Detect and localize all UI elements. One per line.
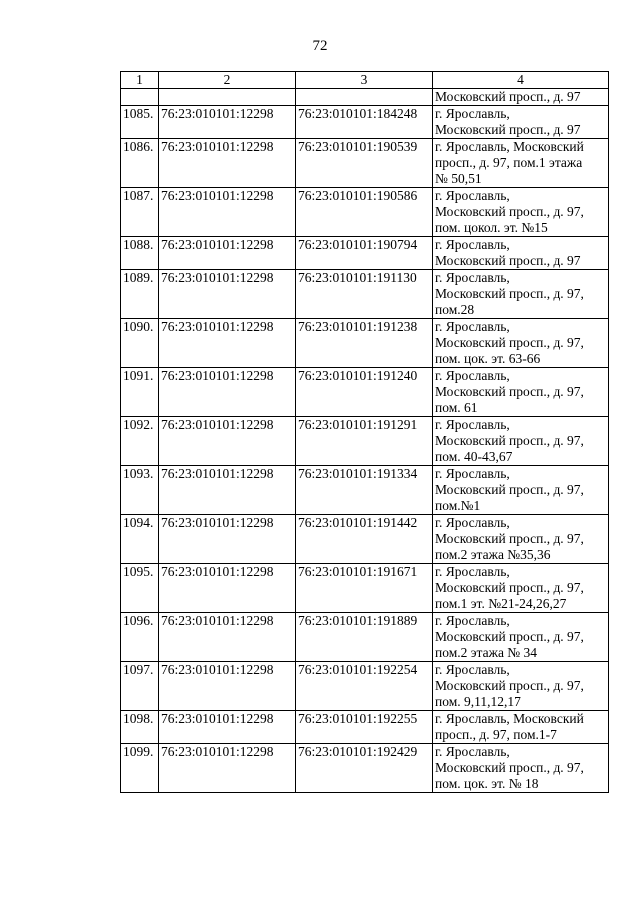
address-line: Московский просп., д. 97,	[435, 384, 584, 399]
address-cell	[433, 188, 609, 237]
cadastral-number-cell: 76:23:010101:191442	[296, 515, 433, 564]
address-cell	[433, 237, 609, 270]
address-line: Московский просп., д. 97	[435, 122, 581, 137]
parent-cadastral-number-cell: 76:23:010101:12298	[159, 270, 296, 319]
address-line: пом.2 этажа №35,36	[435, 547, 551, 562]
cadastral-number-cell: 76:23:010101:190539	[296, 139, 433, 188]
address-line: пом.№1	[435, 498, 481, 513]
cadastral-number-cell: 76:23:010101:191238	[296, 319, 433, 368]
continuation-row	[121, 89, 609, 106]
address-line: г. Ярославль,	[435, 270, 510, 285]
parent-cadastral-number-cell: 76:23:010101:12298	[159, 744, 296, 793]
address-line: г. Ярославль,	[435, 319, 510, 334]
row-number-cell: 1098.	[121, 711, 159, 744]
address-line: г. Ярославль,	[435, 237, 510, 252]
parent-cadastral-number-cell: 76:23:010101:12298	[159, 417, 296, 466]
continuation-address-cell	[433, 89, 609, 106]
address-line: г. Ярославль,	[435, 564, 510, 579]
table-row	[121, 711, 609, 744]
row-number-cell: 1092.	[121, 417, 159, 466]
row-number-cell: 1093.	[121, 466, 159, 515]
row-number-cell: 1088.	[121, 237, 159, 270]
address-line: пом. цокол. эт. №15	[435, 220, 548, 235]
address-line: г. Ярославль,	[435, 188, 510, 203]
cadastral-number-cell: 76:23:010101:191240	[296, 368, 433, 417]
parent-cadastral-number-cell: 76:23:010101:12298	[159, 139, 296, 188]
address-line: Московский просп., д. 97,	[435, 580, 584, 595]
address-cell	[433, 662, 609, 711]
parent-cadastral-number-cell: 76:23:010101:12298	[159, 368, 296, 417]
address-cell	[433, 368, 609, 417]
address-line: Московский просп., д. 97,	[435, 760, 584, 775]
registry-table	[120, 71, 609, 793]
parent-cadastral-number-cell: 76:23:010101:12298	[159, 237, 296, 270]
address-line: г. Ярославль,	[435, 417, 510, 432]
table-row	[121, 417, 609, 466]
table-row	[121, 270, 609, 319]
address-line: пом.2 этажа № 34	[435, 645, 538, 660]
address-cell	[433, 515, 609, 564]
address-line: г. Ярославль,	[435, 744, 510, 759]
address-cell	[433, 564, 609, 613]
address-line: Московский просп., д. 97,	[435, 629, 584, 644]
address-cell	[433, 139, 609, 188]
table-body	[121, 89, 609, 793]
cadastral-number-cell: 76:23:010101:184248	[296, 106, 433, 139]
address-line: г. Ярославль,	[435, 515, 510, 530]
address-line: просп., д. 97, пом.1 этажа	[435, 155, 583, 170]
table-row	[121, 564, 609, 613]
address-line: пом. цок. эт. № 18	[435, 776, 539, 791]
table-row	[121, 515, 609, 564]
address-line: просп., д. 97, пом.1-7	[435, 727, 557, 742]
row-number-cell: 1091.	[121, 368, 159, 417]
cadastral-number-cell: 76:23:010101:191671	[296, 564, 433, 613]
address-line: Московский просп., д. 97,	[435, 433, 584, 448]
address-line: пом. 9,11,12,17	[435, 694, 521, 709]
address-line: г. Ярославль,	[435, 106, 510, 121]
cadastral-number-cell: 76:23:010101:191889	[296, 613, 433, 662]
row-number-cell: 1097.	[121, 662, 159, 711]
cadastral-number-cell: 76:23:010101:192255	[296, 711, 433, 744]
column-header-4: 4	[433, 72, 609, 89]
parent-cadastral-number-cell: 76:23:010101:12298	[159, 106, 296, 139]
address-line: № 50,51	[435, 171, 482, 186]
address-line: г. Ярославль,	[435, 466, 510, 481]
address-cell	[433, 613, 609, 662]
row-number-cell: 1096.	[121, 613, 159, 662]
parent-cadastral-number-cell: 76:23:010101:12298	[159, 564, 296, 613]
address-cell	[433, 711, 609, 744]
parent-cadastral-number-cell: 76:23:010101:12298	[159, 188, 296, 237]
page-number: 72	[312, 38, 328, 54]
address-cell	[433, 466, 609, 515]
table-row	[121, 139, 609, 188]
continuation-col3-cell	[296, 89, 433, 106]
address-cell	[433, 417, 609, 466]
address-line: Московский просп., д. 97,	[435, 482, 584, 497]
continuation-num-cell	[121, 89, 159, 106]
cadastral-number-cell: 76:23:010101:192254	[296, 662, 433, 711]
continuation-col2-cell	[159, 89, 296, 106]
table-row	[121, 368, 609, 417]
table-row	[121, 744, 609, 793]
table-row	[121, 662, 609, 711]
table-row	[121, 466, 609, 515]
address-cell	[433, 270, 609, 319]
parent-cadastral-number-cell: 76:23:010101:12298	[159, 515, 296, 564]
address-line: Московский просп., д. 97,	[435, 531, 584, 546]
table-row	[121, 106, 609, 139]
address-cell	[433, 744, 609, 793]
address-cell	[433, 106, 609, 139]
address-line: пом. 40-43,67	[435, 449, 513, 464]
cadastral-number-cell: 76:23:010101:191334	[296, 466, 433, 515]
address-line: г. Ярославль,	[435, 368, 510, 383]
address-line: Московский просп., д. 97	[435, 253, 581, 268]
address-line: пом. цок. эт. 63-66	[435, 351, 541, 366]
table-row	[121, 319, 609, 368]
table-row	[121, 237, 609, 270]
cadastral-number-cell: 76:23:010101:191130	[296, 270, 433, 319]
address-line: Московский просп., д. 97,	[435, 286, 584, 301]
address-line: Московский просп., д. 97,	[435, 204, 584, 219]
row-number-cell: 1089.	[121, 270, 159, 319]
address-line: г. Ярославль,	[435, 662, 510, 677]
parent-cadastral-number-cell: 76:23:010101:12298	[159, 662, 296, 711]
address-line: г. Ярославль, Московский	[435, 139, 584, 154]
column-header-1: 1	[121, 72, 159, 89]
row-number-cell: 1095.	[121, 564, 159, 613]
row-number-cell: 1094.	[121, 515, 159, 564]
column-header-2: 2	[159, 72, 296, 89]
address-line: Московский просп., д. 97,	[435, 335, 584, 350]
address-line: пом. 61	[435, 400, 478, 415]
cadastral-number-cell: 76:23:010101:190586	[296, 188, 433, 237]
parent-cadastral-number-cell: 76:23:010101:12298	[159, 613, 296, 662]
address-line: г. Ярославль,	[435, 613, 510, 628]
parent-cadastral-number-cell: 76:23:010101:12298	[159, 711, 296, 744]
table-header-row	[121, 72, 609, 89]
table-row	[121, 613, 609, 662]
address-cell	[433, 319, 609, 368]
row-number-cell: 1090.	[121, 319, 159, 368]
parent-cadastral-number-cell: 76:23:010101:12298	[159, 319, 296, 368]
table-row	[121, 188, 609, 237]
cadastral-number-cell: 76:23:010101:192429	[296, 744, 433, 793]
column-header-3: 3	[296, 72, 433, 89]
address-line: пом.1 эт. №21-24,26,27	[435, 596, 567, 611]
row-number-cell: 1086.	[121, 139, 159, 188]
cadastral-number-cell: 76:23:010101:190794	[296, 237, 433, 270]
row-number-cell: 1085.	[121, 106, 159, 139]
parent-cadastral-number-cell: 76:23:010101:12298	[159, 466, 296, 515]
address-line: пом.28	[435, 302, 475, 317]
address-line: Московский просп., д. 97	[435, 89, 581, 104]
row-number-cell: 1099.	[121, 744, 159, 793]
address-line: г. Ярославль, Московский	[435, 711, 584, 726]
cadastral-number-cell: 76:23:010101:191291	[296, 417, 433, 466]
row-number-cell: 1087.	[121, 188, 159, 237]
address-line: Московский просп., д. 97,	[435, 678, 584, 693]
